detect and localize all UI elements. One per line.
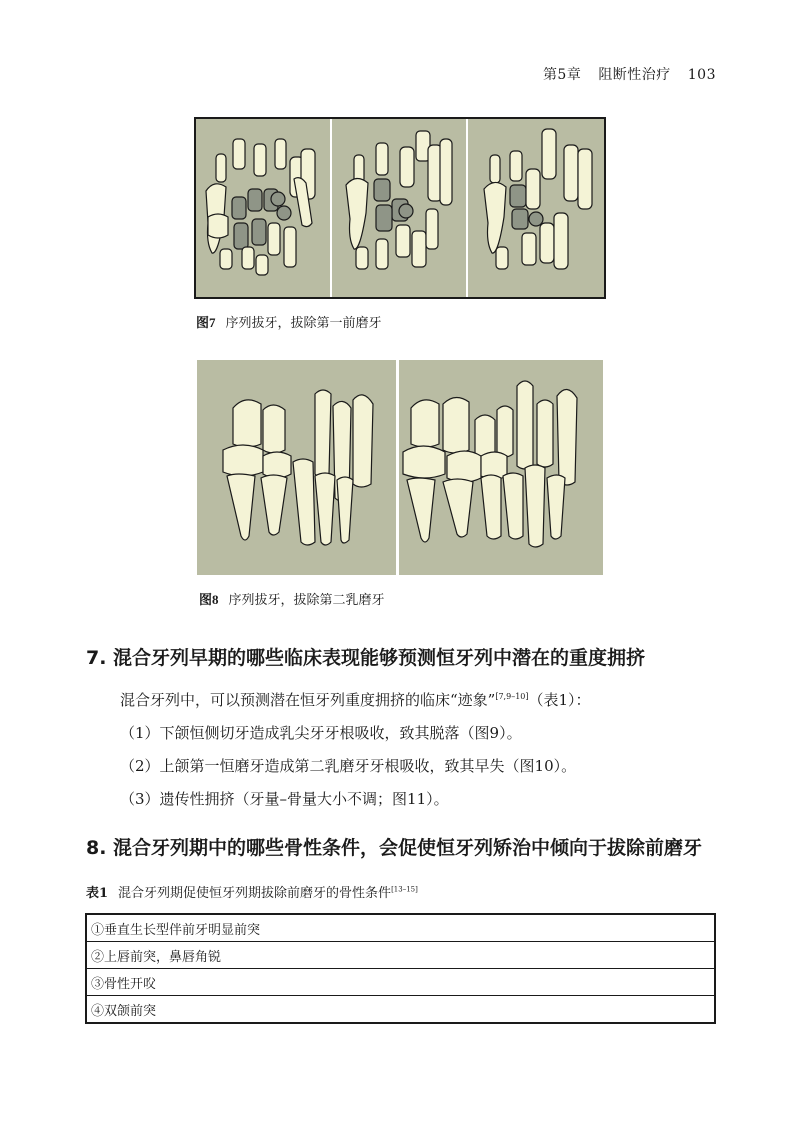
intro-text: 混合牙列中，可以预测潜在恒牙列重度拥挤的临床“迹象” <box>120 691 496 709</box>
figure-7-teeth-drawing <box>196 119 604 297</box>
section-7-item: （1）下颌恒侧切牙造成乳尖牙牙根吸收，致其脱落（图9）。 <box>120 724 522 742</box>
intro-tail: （表1）： <box>528 691 591 709</box>
figure-7-caption <box>196 312 382 331</box>
table-cell: ①垂直生长型伴前牙明显前突 <box>86 914 715 942</box>
figure-8-label: 图8 <box>199 592 219 607</box>
running-header <box>531 64 716 84</box>
chapter-title: 阻断性治疗 <box>598 67 671 83</box>
figure-8-caption <box>199 589 385 608</box>
section-7-item: （2）上颌第一恒磨牙造成第二乳磨牙牙根吸收，致其早失（图10）。 <box>120 757 577 775</box>
table-1-label: 表1 <box>86 886 109 901</box>
table-row <box>86 996 715 1024</box>
table-cell: ④双颌前突 <box>86 996 715 1024</box>
figure-8-teeth-drawing <box>197 360 603 575</box>
section-7-item: （3）遗传性拥挤（牙量–骨量大小不调；图11）。 <box>120 790 449 808</box>
figure-8-caption-text: 序列拔牙，拔除第二乳磨牙 <box>228 593 385 608</box>
intro-reference: [7,9–10] <box>495 692 529 701</box>
table-row <box>86 969 715 996</box>
chapter-number: 第5章 <box>542 67 582 83</box>
table-row <box>86 942 715 969</box>
table-cell: ③骨性开㕮 <box>86 969 715 996</box>
figure-7-caption-text: 序列拔牙，拔除第一前磨牙 <box>225 316 382 331</box>
table-1-caption-text: 混合牙列期促使恒牙列期拔除前磨牙的骨性条件 <box>118 886 392 901</box>
section-8-heading: 8. 混合牙列期中的哪些骨性条件，会促使恒牙列矫治中倾向于拔除前磨牙 <box>86 837 703 859</box>
figure-7-illustration <box>194 117 606 299</box>
page-number: 103 <box>687 67 716 83</box>
table-cell: ②上唇前突，鼻唇角锐 <box>86 942 715 969</box>
table-1 <box>85 913 716 1024</box>
table-1-caption <box>86 882 418 901</box>
figure-8-illustration <box>197 360 603 575</box>
section-7-heading: 7. 混合牙列早期的哪些临床表现能够预测恒牙列中潜在的重度拥挤 <box>86 647 646 669</box>
table-row <box>86 914 715 942</box>
figure-7-label: 图7 <box>196 315 216 330</box>
section-7-intro <box>120 689 591 710</box>
table-1-reference: [13–15] <box>391 885 418 894</box>
